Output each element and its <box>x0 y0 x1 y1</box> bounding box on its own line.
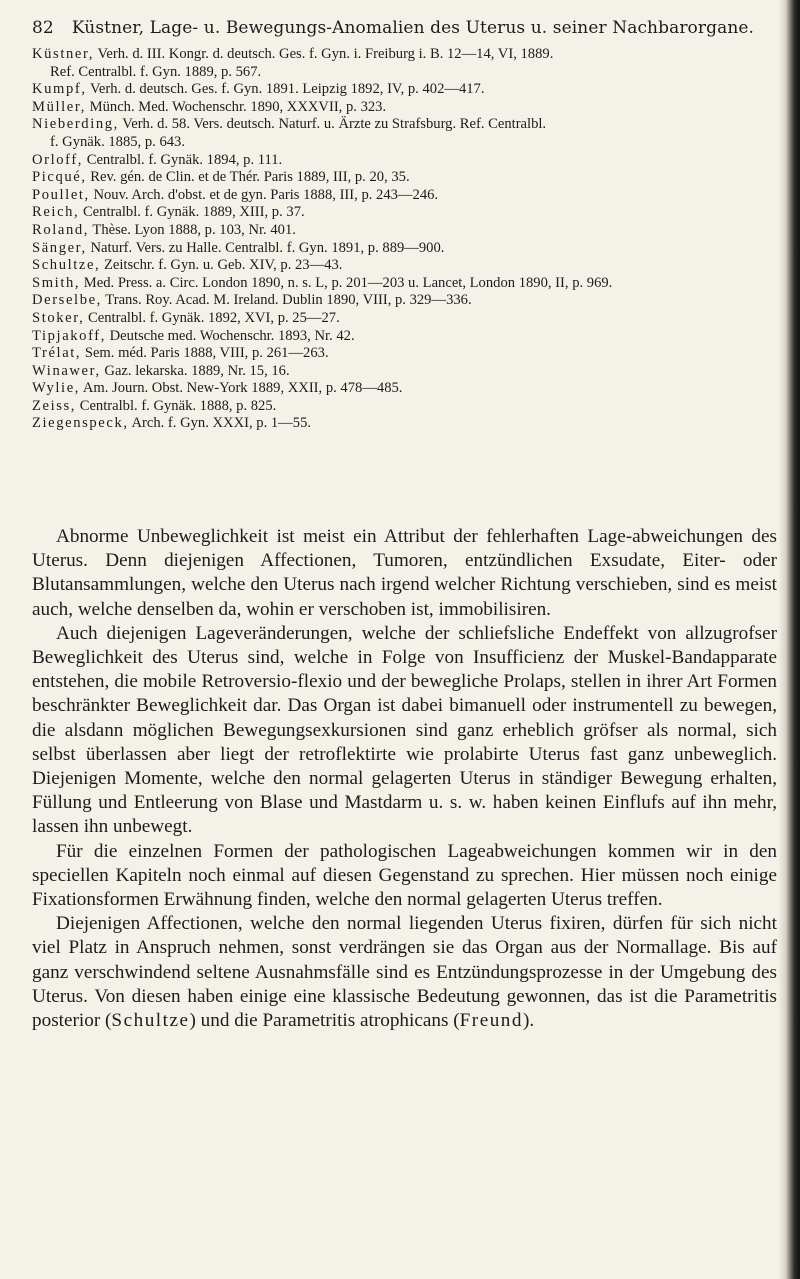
ref-author: Sänger, <box>32 239 87 256</box>
ref-author: Smith, <box>32 274 81 291</box>
ref-author: Kumpf, <box>32 81 87 98</box>
bibliography-entry <box>32 116 777 134</box>
bibliography-entry <box>32 345 777 363</box>
bibliography-entry <box>32 380 777 398</box>
paragraph-text: und die Parametritis atrophicans <box>195 1010 454 1032</box>
bibliography-entry <box>32 240 777 258</box>
body-paragraph: Für die einzelnen Formen der pathologischen Lageabweichungen kommen wir in den speciellen Kapiteln noch einmal auf diesen Gegenstand zu sprechen. Hier müssen noch einige Fixationsformen Erwähnung finden, welche den normal gelagerten Uterus treffen. <box>32 840 777 911</box>
ref-text: Trans. Roy. Acad. M. Ireland. Dublin 1890, VIII, p. 329—336. <box>101 292 472 309</box>
ref-text: Centralbl. f. Gynäk. 1894, p. 111. <box>83 151 283 168</box>
ref-author: Zeiss, <box>32 397 77 414</box>
ref-text: Nouv. Arch. d'obst. et de gyn. Paris 1888, III, p. 243—246. <box>89 186 439 203</box>
ref-author: Reich, <box>32 204 80 221</box>
ref-text: Verh. d. deutsch. Ges. f. Gyn. 1891. Leipzig 1892, IV, p. 402—417. <box>86 81 485 98</box>
ref-text: f. Gynäk. 1885, p. 643. <box>50 133 185 150</box>
paragraph-text: ). <box>523 1010 535 1032</box>
bibliography-entry <box>32 46 777 64</box>
ref-text: Verh. d. III. Kongr. d. deutsch. Ges. f. Gyn. i. Freiburg i. B. 12—14, VI, 1889. <box>94 46 554 62</box>
bibliography-entry <box>32 328 777 346</box>
main-text <box>32 525 777 1033</box>
ref-text: Am. Journ. Obst. New-York 1889, XXII, p. 478—485. <box>80 380 403 397</box>
running-header <box>32 18 772 38</box>
ref-text: Arch. f. Gyn. XXXI, p. 1—55. <box>128 415 312 432</box>
bibliography-entry-continued <box>32 134 777 152</box>
bibliography-entry <box>32 204 777 222</box>
bibliography-entry-continued <box>32 64 777 82</box>
ref-author: Trélat, <box>32 345 82 362</box>
ref-author: Derselbe, <box>32 292 102 309</box>
author-name: Freund <box>459 1010 523 1032</box>
ref-text: Med. Press. a. Circ. London 1890, n. s. L, p. 201—203 u. Lancet, London 1890, II, p. 969. <box>80 274 613 291</box>
bibliography-entry <box>32 187 777 205</box>
ref-text: Rev. gén. de Clin. et de Thér. Paris 1889, III, p. 20, 35. <box>86 169 410 186</box>
ref-text: Zeitschr. f. Gyn. u. Geb. XIV, p. 23—43. <box>100 257 343 274</box>
ref-author: Orloff, <box>32 151 84 168</box>
ref-author: Poullet, <box>32 186 90 203</box>
ref-text: Naturf. Vers. zu Halle. Centralbl. f. Gyn. 1891, p. 889—900. <box>86 239 445 256</box>
bibliography-entry <box>32 257 777 275</box>
ref-author: Ziegenspeck, <box>32 415 129 432</box>
ref-author: Nieberding, <box>32 116 119 133</box>
ref-author: Picqué, <box>32 169 87 186</box>
ref-author: Wylie, <box>32 380 81 397</box>
ref-text: Thèse. Lyon 1888, p. 103, Nr. 401. <box>89 221 296 238</box>
bibliography-entry <box>32 99 777 117</box>
ref-text: Centralbl. f. Gynäk. 1892, XVI, p. 25—27. <box>84 309 340 326</box>
ref-author: Küstner, <box>32 46 95 62</box>
bibliography-entry <box>32 222 777 240</box>
ref-author: Tipjakoff, <box>32 327 106 344</box>
bibliography-entry <box>32 398 777 416</box>
bibliography-entry <box>32 415 777 433</box>
body-paragraph: Abnorme Unbeweglichkeit ist meist ein Attribut der fehlerhaften Lage-abweichungen des Uterus. Denn diejenigen Affectionen, Tumoren, entzündlichen Exsudate, Eiter- oder Blutansammlungen, welche den Uterus nach irgend welcher Richtung verschieben, sind es meist auch, welche denselben da, wohin er verschoben ist, immobilisiren. <box>32 526 777 620</box>
bibliography-entry <box>32 152 777 170</box>
author-name: Schultze <box>111 1010 190 1032</box>
page-number: 82 <box>32 18 54 38</box>
bibliography-list <box>32 46 777 433</box>
bibliography-entry <box>32 310 777 328</box>
ref-text: Münch. Med. Wochenschr. 1890, XXXVII, p. 323. <box>85 98 387 115</box>
ref-author: Stoker, <box>32 309 85 326</box>
bibliography-entry <box>32 169 777 187</box>
paragraph-text: Diejenigen Affectionen, welche den normal liegenden Uterus fixiren, dürfen für sich nicht viel Platz in Anspruch nehmen, sonst verdrängen sie das Organ aus der Normallage. Bis auf ganz verschwindend seltene Ausnahmsfälle sind es Entzündungsprozesse in der Umgebung des Uterus. Von diesen haben einige eine klassische Bedeutung gewonnen, das ist die Parametritis posterior <box>32 913 777 1032</box>
page-edge-shadow <box>778 0 800 1279</box>
ref-text: Sem. méd. Paris 1888, VIII, p. 261—263. <box>81 345 329 362</box>
ref-author: Winawer, <box>32 362 101 379</box>
ref-author: Müller, <box>32 98 86 115</box>
ref-text: Gaz. lekarska. 1889, Nr. 15, 16. <box>100 362 290 379</box>
ref-author: Roland, <box>32 221 90 238</box>
running-title: Küstner, Lage- u. Bewegungs-Anomalien des Uterus u. seiner Nachbarorgane. <box>71 18 755 38</box>
bibliography-entry <box>32 292 777 310</box>
ref-text: Verh. d. 58. Vers. deutsch. Naturf. u. Ärzte zu Strafsburg. Ref. Centralbl. <box>118 116 547 133</box>
bibliography-entry <box>32 363 777 381</box>
body-paragraph: Auch diejenigen Lageveränderungen, welche der schliefsliche Endeffekt von allzugrofser Beweglichkeit des Uterus sind, welche in Folge von Insufficienz der Muskel-Bandapparate entstehen, die mobile Retroversio-flexio und der bewegliche Prolaps, stellen in ihrer Art Formen beschränkter Beweglichkeit dar. Das Organ ist dabei bimanuell oder instrumentell zu bewegen, die alsdann möglichen Bewegungsexkursionen sind ganz erheblich gröfser als normal, sich selbst überlassen aber liegt der retroflektirte wie prolabirte Uterus fast ganz unbeweglich. Diejenigen Momente, welche den normal gelagerten Uterus in ständiger Bewegung erhalten, Füllung und Entleerung von Blase und Mastdarm u. s. w. haben keinen Einflufs auf ihn mehr, lassen ihn unbewegt. <box>32 622 777 838</box>
bibliography-entry <box>32 81 777 99</box>
ref-text: Centralbl. f. Gynäk. 1889, XIII, p. 37. <box>79 204 305 221</box>
ref-text: Centralbl. f. Gynäk. 1888, p. 825. <box>76 397 277 414</box>
ref-text: Deutsche med. Wochenschr. 1893, Nr. 42. <box>105 327 355 344</box>
ref-author: Schultze, <box>32 257 101 274</box>
bibliography-entry <box>32 275 777 293</box>
ref-text: Ref. Centralbl. f. Gyn. 1889, p. 567. <box>50 63 262 80</box>
body-paragraph: Diejenigen Affectionen, welche den normal liegenden Uterus fixiren, dürfen für sich nicht viel Platz in Anspruch nehmen, sonst verdrängen sie das Organ aus der Normallage. Bis auf ganz verschwindend seltene Ausnahmsfälle sind es Entzündungsprozesse in der Umgebung des Uterus. Von diesen haben einige eine klassische Bedeutung gewonnen, das ist die Parametritis posterior (Schultze) und die Parametritis atrophicans (Freund). <box>32 913 777 1032</box>
